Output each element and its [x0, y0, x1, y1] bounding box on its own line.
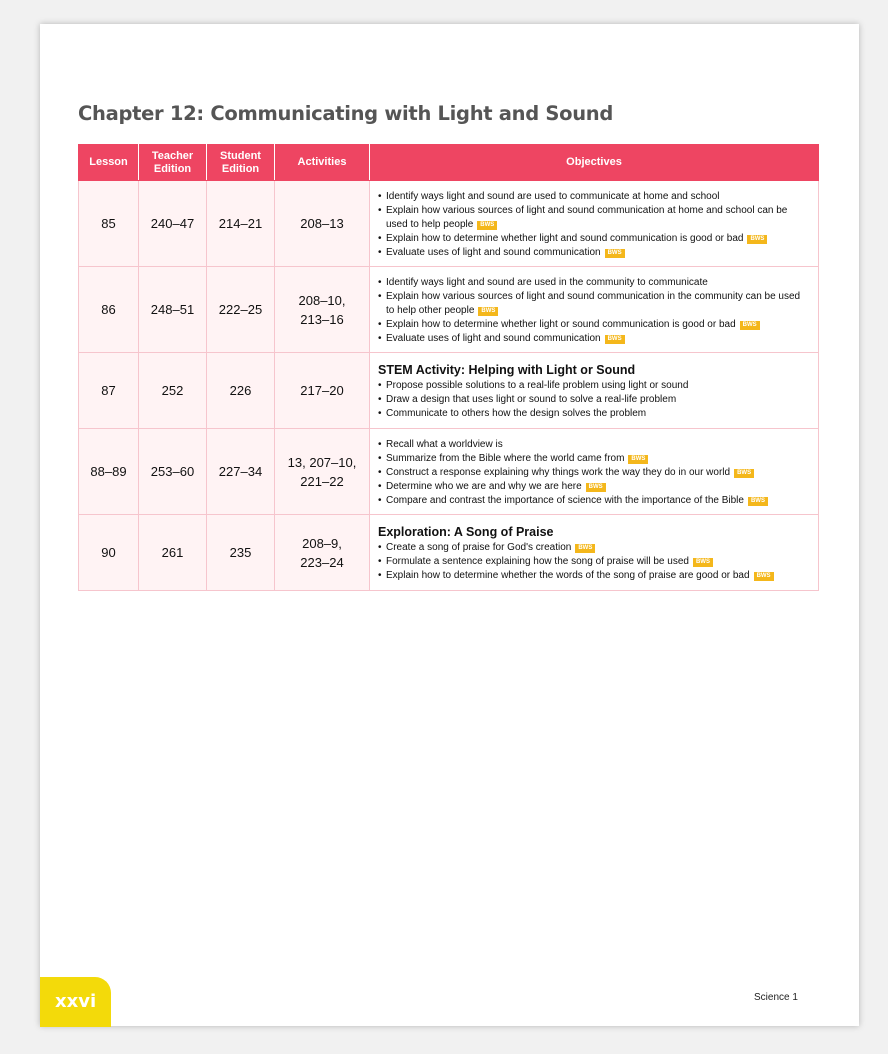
activities-cell: [275, 429, 370, 515]
objectives-heading: Exploration: A Song of Praise: [378, 525, 554, 539]
student-edition-cell: 214–21: [207, 181, 275, 267]
objective-item: [378, 332, 810, 346]
bws-badge: BWS: [575, 544, 595, 553]
activities-cell: [275, 515, 370, 591]
objective-item: [378, 290, 810, 318]
objectives-cell: [370, 515, 819, 591]
objective-item: [378, 393, 810, 407]
objective-item: [378, 452, 810, 466]
page-number-tab: [40, 977, 111, 1027]
lesson-cell: 87: [79, 353, 139, 429]
header-student-edition: Student Edition: [207, 145, 275, 181]
objectives-cell: [370, 429, 819, 515]
bws-badge: BWS: [586, 483, 606, 492]
activities-cell: [275, 353, 370, 429]
objective-text: Evaluate uses of light and sound communication: [386, 332, 601, 344]
activities-line: 13, 207–10,: [287, 454, 357, 470]
activities-line: 208–10,: [298, 292, 346, 308]
objectives-heading: STEM Activity: Helping with Light or Sound: [378, 363, 636, 377]
objective-item: [378, 246, 810, 260]
student-edition-cell: 227–34: [207, 429, 275, 515]
bws-badge: BWS: [478, 307, 498, 316]
table-row: [79, 181, 819, 267]
objectives-list: [378, 541, 810, 583]
objective-text: Explain how to determine whether light and sound communication is good or bad: [386, 232, 744, 244]
activities-cell: [275, 267, 370, 353]
lesson-cell: 90: [79, 515, 139, 591]
objective-text: Communicate to others how the design solves the problem: [386, 408, 647, 419]
header-lesson: Lesson: [79, 145, 139, 181]
document-page: [40, 24, 859, 1026]
objectives-list: [378, 276, 810, 346]
teacher-edition-cell: 248–51: [139, 267, 207, 353]
objective-text: Explain how various sources of light and sound communication in the community can be used to help other people: [386, 290, 801, 316]
objective-item: [378, 541, 810, 555]
lesson-table: [78, 144, 819, 591]
objective-item: [378, 480, 810, 494]
objectives-list: [378, 438, 810, 508]
objective-item: [378, 276, 810, 290]
bws-badge: BWS: [605, 249, 625, 258]
activities-line: 208–9,: [302, 535, 342, 551]
objective-item: [378, 494, 810, 508]
objective-item: [378, 379, 810, 393]
teacher-edition-cell: 261: [139, 515, 207, 591]
student-edition-cell: 222–25: [207, 267, 275, 353]
footer-label: Science 1: [754, 992, 798, 1003]
table-row: [79, 353, 819, 429]
objectives-cell: [370, 267, 819, 353]
objective-text: Explain how to determine whether the words of the song of praise are good or bad: [386, 570, 750, 581]
objectives-list: [378, 379, 810, 421]
header-objectives: Objectives: [370, 145, 819, 181]
objectives-cell: [370, 353, 819, 429]
student-edition-cell: 235: [207, 515, 275, 591]
objective-text: Explain how to determine whether light or sound communication is good or bad: [386, 318, 736, 330]
objective-text: Explain how various sources of light and sound communication at home and school can be used to help people: [386, 204, 788, 230]
table-row: [79, 515, 819, 591]
bws-badge: BWS: [748, 497, 768, 506]
objective-text: Summarize from the Bible where the world came from: [386, 452, 625, 464]
objective-item: [378, 407, 810, 421]
objective-text: Identify ways light and sound are used to communicate at home and school: [386, 190, 720, 202]
objective-text: Construct a response explaining why things work the way they do in our world: [386, 466, 731, 478]
objective-item: [378, 466, 810, 480]
objective-text: Recall what a worldview is: [386, 438, 503, 450]
objective-item: [378, 232, 810, 246]
table-row: [79, 429, 819, 515]
objective-text: Determine who we are and why we are here: [386, 480, 582, 492]
bws-badge: BWS: [754, 572, 774, 581]
bws-badge: BWS: [628, 455, 648, 464]
lesson-cell: 86: [79, 267, 139, 353]
bws-badge: BWS: [740, 321, 760, 330]
objective-item: [378, 190, 810, 204]
objective-text: Formulate a sentence explaining how the song of praise will be used: [386, 556, 689, 567]
objective-item: [378, 555, 810, 569]
bws-badge: BWS: [477, 221, 497, 230]
activities-line: 221–22: [300, 473, 344, 489]
objective-text: Evaluate uses of light and sound communication: [386, 246, 601, 258]
bws-badge: BWS: [747, 235, 767, 244]
lesson-cell: 88–89: [79, 429, 139, 515]
activities-line: 223–24: [300, 554, 344, 570]
objective-text: Propose possible solutions to a real-life problem using light or sound: [386, 380, 689, 391]
objective-text: Compare and contrast the importance of science with the importance of the Bible: [386, 494, 744, 506]
teacher-edition-cell: 240–47: [139, 181, 207, 267]
activities-line: 208–13: [300, 216, 344, 231]
objective-text: Create a song of praise for God's creation: [386, 542, 572, 553]
bws-badge: BWS: [605, 335, 625, 344]
page-number: xxvi: [55, 991, 97, 1012]
header-teacher-edition: Teacher Edition: [139, 145, 207, 181]
activities-line: 213–16: [300, 311, 344, 327]
student-edition-cell: 226: [207, 353, 275, 429]
page-title: Chapter 12: Communicating with Light and Sound: [78, 102, 614, 125]
lesson-cell: 85: [79, 181, 139, 267]
objectives-cell: [370, 181, 819, 267]
objective-item: [378, 204, 810, 232]
activities-cell: [275, 181, 370, 267]
header-activities: Activities: [275, 145, 370, 181]
objectives-list: [378, 190, 810, 260]
table-row: [79, 267, 819, 353]
bws-badge: BWS: [693, 558, 713, 567]
teacher-edition-cell: 253–60: [139, 429, 207, 515]
teacher-edition-cell: 252: [139, 353, 207, 429]
activities-line: 217–20: [300, 383, 344, 398]
table-header-row: [79, 145, 819, 181]
objective-item: [378, 318, 810, 332]
objective-item: [378, 569, 810, 583]
objective-text: Identify ways light and sound are used in the community to communicate: [386, 276, 708, 288]
objective-item: [378, 438, 810, 452]
bws-badge: BWS: [734, 469, 754, 478]
objective-text: Draw a design that uses light or sound to solve a real-life problem: [386, 394, 677, 405]
